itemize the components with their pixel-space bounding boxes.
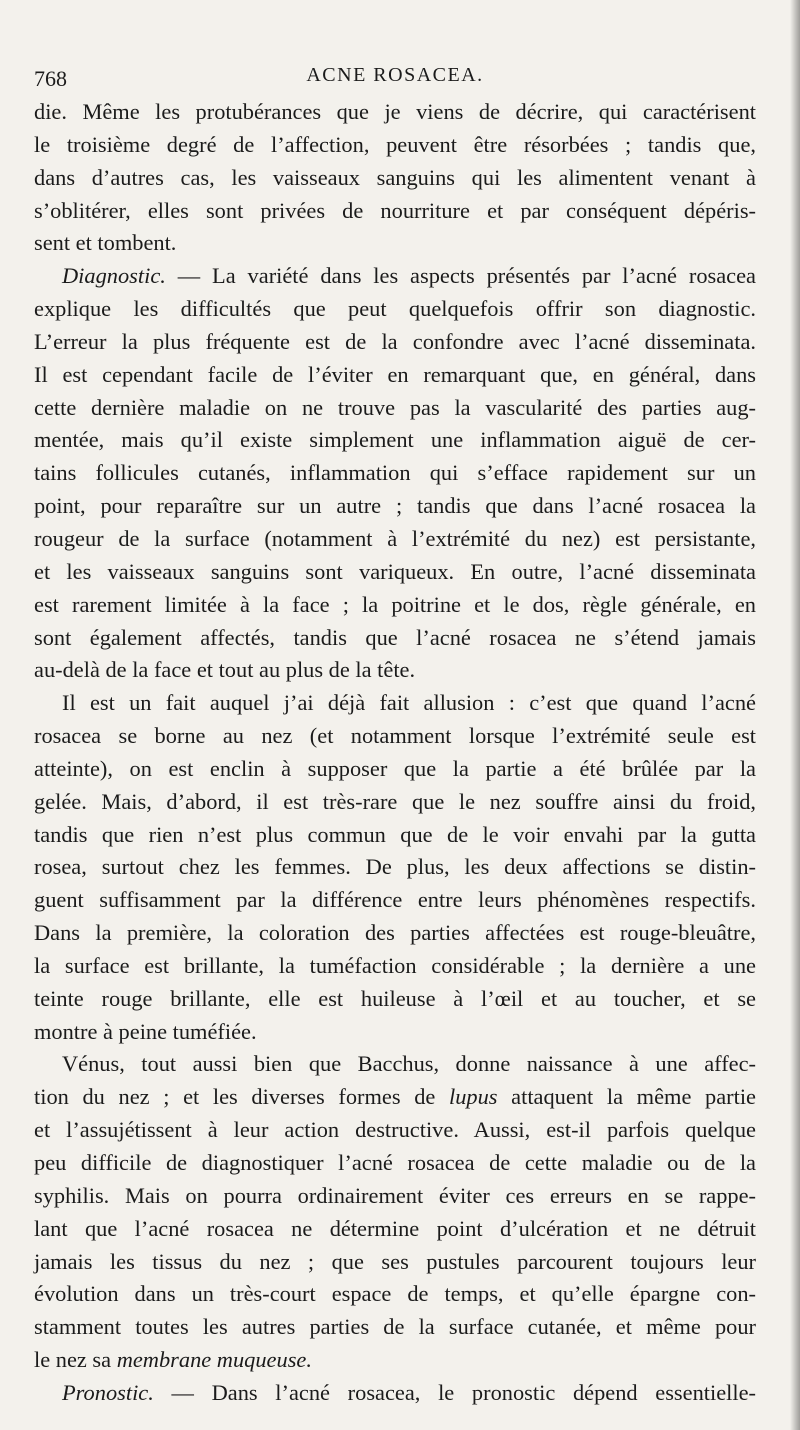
italic-run: Pronostic. bbox=[62, 1379, 154, 1405]
text-line: dans d’autres cas, les vaisseaux sanguins qui les alimentent venant à bbox=[34, 164, 756, 190]
text-line: Il est cependant facile de l’éviter en remarquant que, en général, dans bbox=[34, 361, 756, 387]
text-line: montre à peine tuméfiée. bbox=[34, 1018, 257, 1044]
text-line: cette dernière maladie on ne trouve pas la vascularité des parties aug- bbox=[34, 394, 756, 420]
text-line: rougeur de la surface (notamment à l’extrémité du nez) est persistante, bbox=[34, 525, 756, 551]
text-line: et l’assujétissent à leur action destructive. Aussi, est-il parfois quelque bbox=[34, 1117, 756, 1143]
text-line: sont également affectés, tandis que l’acné rosacea ne s’étend jamais bbox=[34, 624, 756, 650]
text-line: die. Même les protubérances que je viens de décrire, qui caractérisent bbox=[34, 99, 756, 124]
text-line: mentée, mais qu’il existe simplement une inflammation aiguë de cer- bbox=[34, 427, 756, 453]
text-line: lant que l’acné rosacea ne détermine point d’ulcération et ne détruit bbox=[34, 1215, 756, 1241]
text-line: teinte rouge brillante, elle est huileuse à l’œil et au toucher, et se bbox=[34, 985, 756, 1011]
page-number: 768 bbox=[34, 66, 67, 91]
text-run: tion du nez ; et les diverses formes de bbox=[34, 1084, 449, 1110]
running-title: ACNE ROSACEA. bbox=[306, 64, 484, 86]
text-line: Vénus, tout aussi bien que Bacchus, donne naissance à une affec- bbox=[62, 1051, 756, 1077]
text-line: évolution dans un très-court espace de temps, et qu’elle épargne con- bbox=[34, 1281, 756, 1307]
italic-run: Diagnostic. bbox=[62, 263, 166, 289]
italic-run: membrane muqueuse. bbox=[116, 1347, 312, 1373]
text-line: rosea, surtout chez les femmes. De plus, les deux affections se distin- bbox=[34, 854, 756, 880]
text-line: s’oblitérer, elles sont privées de nourriture et par conséquent dépéris- bbox=[34, 197, 756, 223]
text-line: tains follicules cutanés, inflammation qui s’efface rapidement sur un bbox=[34, 460, 756, 486]
text-line: et les vaisseaux sanguins sont variqueux. En outre, l’acné disseminata bbox=[34, 558, 756, 584]
italic-run: lupus bbox=[449, 1084, 498, 1110]
section-heading-line-diagnostic bbox=[34, 260, 756, 293]
text-line: Dans la première, la coloration des parties affectées est rouge-bleuâtre, bbox=[34, 920, 756, 946]
text-line: stamment toutes les autres parties de la surface cutanée, et même pour bbox=[34, 1314, 756, 1340]
text-line: le troisième degré de l’affection, peuvent être résorbées ; tandis que, bbox=[34, 131, 756, 157]
text-line: rosacea se borne au nez (et notamment lorsque l’extrémité seule est bbox=[34, 723, 756, 749]
section-heading-line-pronostic bbox=[34, 1377, 756, 1410]
text-line: est rarement limitée à la face ; la poitrine et le dos, règle générale, en bbox=[34, 591, 756, 617]
text-line-membrane bbox=[34, 1344, 756, 1377]
page-header bbox=[34, 62, 756, 94]
text-line: point, pour reparaître sur un autre ; tandis que dans l’acné rosacea la bbox=[34, 493, 756, 519]
text-line: la surface est brillante, la tuméfaction considérable ; la dernière a une bbox=[34, 952, 756, 978]
text-line: tandis que rien n’est plus commun que de le voir envahi par la gutta bbox=[34, 821, 756, 847]
text-run: attaquent la même partie bbox=[497, 1084, 756, 1110]
page-body bbox=[34, 96, 756, 1410]
text-line: L’erreur la plus fréquente est de la confondre avec l’acné disseminata. bbox=[34, 328, 756, 354]
text-line: syphilis. Mais on pourra ordinairement éviter ces erreurs en se rappe- bbox=[34, 1182, 756, 1208]
text-line: peu difficile de diagnostiquer l’acné rosacea de cette maladie ou de la bbox=[34, 1150, 756, 1175]
text-line-lupus bbox=[34, 1081, 756, 1114]
text-line: guent suffisamment par la différence entre leurs phénomènes respectifs. bbox=[34, 887, 756, 913]
text-line-rest: — Dans l’acné rosacea, le pronostic dépend essentielle- bbox=[153, 1379, 756, 1405]
text-run: le nez sa bbox=[34, 1347, 117, 1373]
text-line: Il est un fait auquel j’ai déjà fait allusion : c’est que quand l’acné bbox=[62, 690, 756, 716]
text-line: sent et tombent. bbox=[34, 230, 177, 256]
text-line-rest: — La variété dans les aspects présentés par l’acné rosacea bbox=[165, 263, 756, 289]
text-line: atteinte), on est enclin à supposer que la partie a été brûlée par la bbox=[34, 755, 756, 781]
text-line: jamais les tissus du nez ; que ses pustules parcourent toujours leur bbox=[34, 1248, 756, 1274]
text-line: explique les difficultés que peut quelquefois offrir son diagnostic. bbox=[34, 296, 756, 322]
text-line: au-delà de la face et tout au plus de la tête. bbox=[34, 657, 416, 683]
text-line: gelée. Mais, d’abord, il est très-rare que le nez souffre ainsi du froid, bbox=[34, 788, 756, 814]
